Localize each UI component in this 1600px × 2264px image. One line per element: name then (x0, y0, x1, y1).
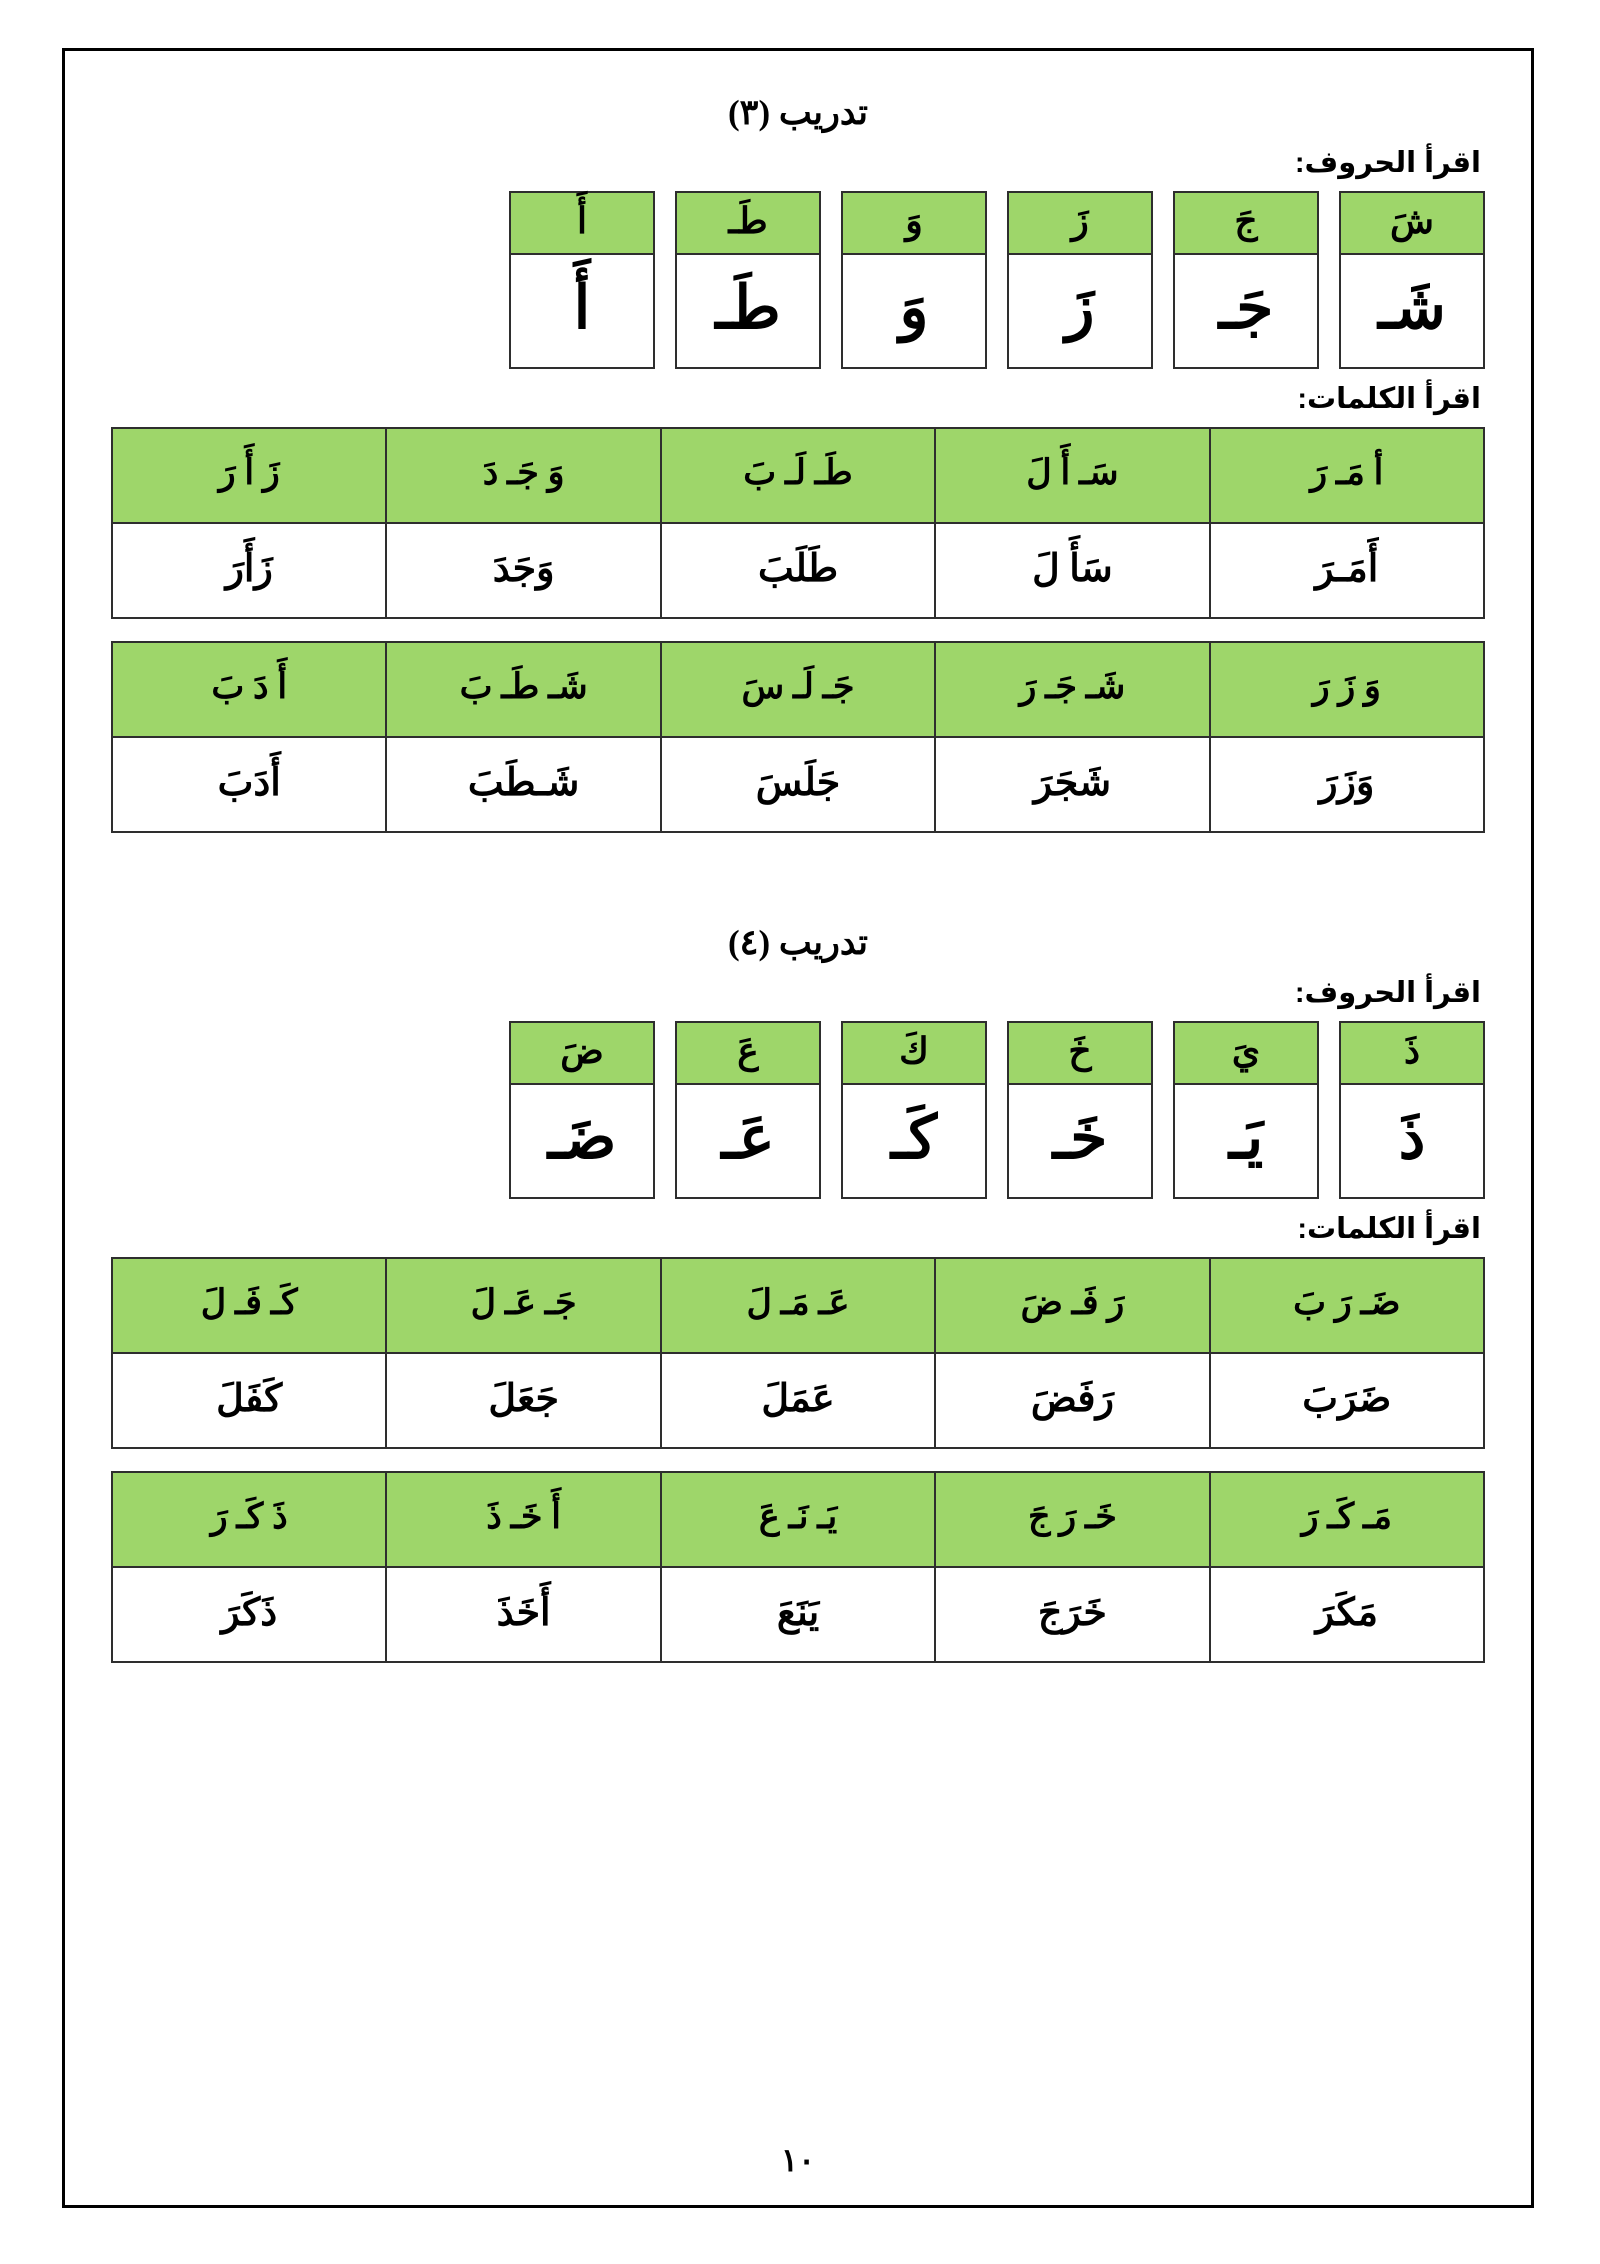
letter-isolated: يَ (1175, 1023, 1317, 1085)
word-cell-joined[interactable]: وَجَدَ (386, 523, 660, 618)
worksheet-page (62, 48, 1534, 2208)
words-table-2-row-2 (111, 1471, 1485, 1663)
letter-connected: شَـ (1341, 255, 1483, 367)
letter-isolated: شَ (1341, 193, 1483, 255)
table-row-split (112, 1258, 1484, 1353)
letter-isolated: عَ (677, 1023, 819, 1085)
word-cell-split[interactable]: أَ دَ بَ (112, 642, 386, 737)
word-cell-joined[interactable]: جَلَسَ (661, 737, 935, 832)
letter-box[interactable] (1339, 1021, 1485, 1199)
word-cell-split[interactable]: زَ أَ رَ (112, 428, 386, 523)
letter-connected: ذَ (1341, 1085, 1483, 1197)
exercise-block-1 (111, 93, 1485, 833)
letter-box[interactable] (675, 1021, 821, 1199)
word-cell-joined[interactable]: يَنَعَ (661, 1567, 935, 1662)
exercise-title-2: تدريب (٤) (728, 923, 868, 962)
letter-box[interactable] (509, 1021, 655, 1199)
letter-connected: طَـ (677, 255, 819, 367)
letter-connected: كَـ (843, 1085, 985, 1197)
letter-box[interactable] (1173, 1021, 1319, 1199)
letter-connected: أَ (511, 255, 653, 367)
word-cell-split[interactable]: جَـ عَـ لَ (386, 1258, 660, 1353)
word-cell-split[interactable]: ذَ كَـ رَ (112, 1472, 386, 1567)
word-cell-split[interactable]: جَـ لَـ سَ (661, 642, 935, 737)
word-cell-joined[interactable]: شَجَرَ (935, 737, 1209, 832)
letter-box[interactable] (841, 1021, 987, 1199)
letter-isolated: زَ (1009, 193, 1151, 255)
letter-isolated: كَ (843, 1023, 985, 1085)
table-row-split (112, 642, 1484, 737)
word-cell-joined[interactable]: أَخَذَ (386, 1567, 660, 1662)
word-cell-joined[interactable]: جَعَلَ (386, 1353, 660, 1448)
letters-row-2 (111, 1021, 1485, 1199)
word-cell-split[interactable]: رَ فَـ ضَ (935, 1258, 1209, 1353)
word-cell-split[interactable]: أَ خَـ ذَ (386, 1472, 660, 1567)
table-row-joined (112, 737, 1484, 832)
letter-box[interactable] (1339, 191, 1485, 369)
letter-connected: عَـ (677, 1085, 819, 1197)
word-cell-split[interactable]: خَـ رَ جَ (935, 1472, 1209, 1567)
word-cell-split[interactable]: يَـ نَـ عَ (661, 1472, 935, 1567)
letter-isolated: خَ (1009, 1023, 1151, 1085)
letter-box[interactable] (1007, 1021, 1153, 1199)
letter-connected: يَـ (1175, 1085, 1317, 1197)
word-cell-split[interactable]: أ مَـ رَ (1210, 428, 1484, 523)
word-cell-split[interactable]: شَـ طَـ بَ (386, 642, 660, 737)
word-cell-joined[interactable]: سَأَ لَ (935, 523, 1209, 618)
letter-connected: جَـ (1175, 255, 1317, 367)
letter-box[interactable] (675, 191, 821, 369)
word-cell-split[interactable]: سَـ أَ لَ (935, 428, 1209, 523)
letter-connected: وَ (843, 255, 985, 367)
exercise-title-1: تدريب (٣) (728, 93, 868, 132)
letter-isolated: ذَ (1341, 1023, 1483, 1085)
word-cell-joined[interactable]: عَمَلَ (661, 1353, 935, 1448)
letters-label-2: اقرأ الحروف: (1294, 977, 1481, 1009)
page-number: ١٠ (780, 2142, 816, 2178)
word-cell-split[interactable]: ضَـ رَ بَ (1210, 1258, 1484, 1353)
words-table-1-row-2 (111, 641, 1485, 833)
table-row-split (112, 1472, 1484, 1567)
word-cell-split[interactable]: وَ زَ رَ (1210, 642, 1484, 737)
letters-label-1: اقرأ الحروف: (1294, 147, 1481, 179)
words-label-1: اقرأ الكلمات: (1297, 383, 1481, 415)
letter-isolated: أَ (511, 193, 653, 255)
word-cell-joined[interactable]: أَدَبَ (112, 737, 386, 832)
word-cell-split[interactable]: عَـ مَـ لَ (661, 1258, 935, 1353)
letter-box[interactable] (1173, 191, 1319, 369)
word-cell-joined[interactable]: طَلَبَ (661, 523, 935, 618)
word-cell-joined[interactable]: شَـطَبَ (386, 737, 660, 832)
words-label-2: اقرأ الكلمات: (1297, 1213, 1481, 1245)
letter-isolated: ضَ (511, 1023, 653, 1085)
word-cell-split[interactable]: وَ جَـ دَ (386, 428, 660, 523)
word-cell-joined[interactable]: ضَرَبَ (1210, 1353, 1484, 1448)
letters-row-1 (111, 191, 1485, 369)
letter-connected: زَ (1009, 255, 1151, 367)
word-cell-split[interactable]: طَـ لَـ بَ (661, 428, 935, 523)
exercise-block-2 (111, 923, 1485, 1663)
word-cell-joined[interactable]: وَزَرَ (1210, 737, 1484, 832)
page-content (65, 51, 1531, 2205)
word-cell-joined[interactable]: خَرَجَ (935, 1567, 1209, 1662)
words-table-2-row-1 (111, 1257, 1485, 1449)
table-row-joined (112, 523, 1484, 618)
letter-box[interactable] (841, 191, 987, 369)
letter-isolated: طَـ (677, 193, 819, 255)
letter-box[interactable] (1007, 191, 1153, 369)
word-cell-split[interactable]: مَـ كَـ رَ (1210, 1472, 1484, 1567)
letter-connected: ضَـ (511, 1085, 653, 1197)
word-cell-joined[interactable]: مَكَرَ (1210, 1567, 1484, 1662)
section-spacer (111, 855, 1485, 881)
letter-isolated: وَ (843, 193, 985, 255)
word-cell-joined[interactable]: كَفَلَ (112, 1353, 386, 1448)
word-cell-joined[interactable]: ذَكَرَ (112, 1567, 386, 1662)
table-row-joined (112, 1353, 1484, 1448)
table-row-joined (112, 1567, 1484, 1662)
word-cell-split[interactable]: شَـ جَـ رَ (935, 642, 1209, 737)
word-cell-joined[interactable]: زَأَرَ (112, 523, 386, 618)
letter-box[interactable] (509, 191, 655, 369)
words-table-1-row-1 (111, 427, 1485, 619)
letter-connected: خَـ (1009, 1085, 1151, 1197)
word-cell-joined[interactable]: رَفَضَ (935, 1353, 1209, 1448)
letter-isolated: جَ (1175, 193, 1317, 255)
table-row-split (112, 428, 1484, 523)
word-cell-joined[interactable]: أَمَـرَ (1210, 523, 1484, 618)
word-cell-split[interactable]: كَـ فَـ لَ (112, 1258, 386, 1353)
